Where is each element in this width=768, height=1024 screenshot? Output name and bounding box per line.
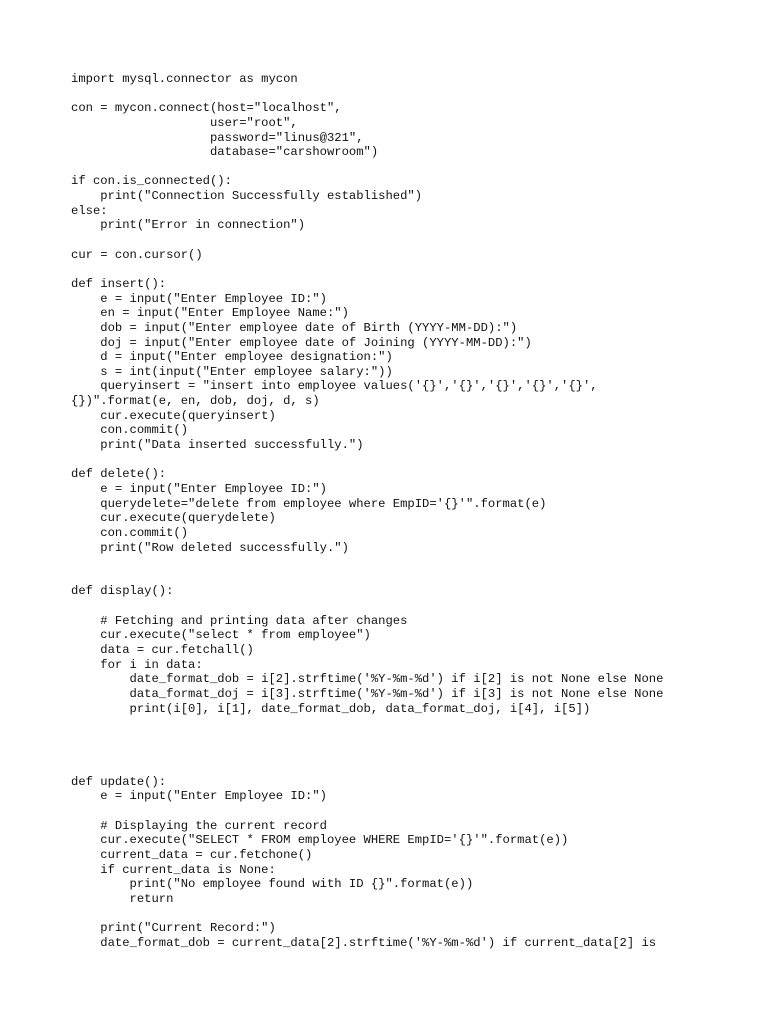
- code-line: current_data = cur.fetchone(): [71, 847, 313, 862]
- code-line: en = input("Enter Employee Name:"): [71, 306, 349, 321]
- code-line: [71, 731, 751, 746]
- code-line: [71, 570, 751, 585]
- code-line: if current_data is None:: [71, 862, 276, 877]
- code-line: con.commit(): [71, 423, 189, 438]
- code-line: cur.execute("select * from employee"): [71, 628, 371, 643]
- code-line: print("Error in connection"): [71, 218, 306, 233]
- code-line: cur.execute(queryinsert): [71, 408, 276, 423]
- code-line: querydelete="delete from employee where EmpID='{}'".format(e): [71, 496, 547, 511]
- code-line: e = input("Enter Employee ID:"): [71, 291, 327, 306]
- code-line: [71, 804, 751, 819]
- code-line: d = input("Enter employee designation:"): [71, 350, 393, 365]
- code-line: e = input("Enter Employee ID:"): [71, 789, 327, 804]
- code-line: date_format_dob = i[2].strftime('%Y-%m-%d') if i[2] is not None else None: [71, 672, 664, 687]
- code-line: database="carshowroom"): [71, 145, 379, 160]
- code-line: print("Data inserted successfully."): [71, 438, 364, 453]
- code-line: doj = input("Enter employee date of Joining (YYYY-MM-DD):"): [71, 335, 532, 350]
- code-line: dob = input("Enter employee date of Birth (YYYY-MM-DD):"): [71, 320, 518, 335]
- code-line: import mysql.connector as mycon: [71, 72, 298, 86]
- code-line: for i in data:: [71, 657, 203, 672]
- code-line: [71, 233, 751, 248]
- code-line: e = input("Enter Employee ID:"): [71, 481, 327, 496]
- code-line: [71, 745, 751, 760]
- code-line: [71, 453, 751, 468]
- code-line: print(i[0], i[1], date_format_dob, data_format_doj, i[4], i[5]): [71, 701, 591, 716]
- code-line: else:: [71, 203, 108, 218]
- code-line: return: [71, 891, 174, 906]
- code-line: [71, 599, 751, 614]
- code-line: def delete():: [71, 467, 167, 482]
- code-line: print("Connection Successfully established"): [71, 189, 423, 204]
- code-line: cur.execute("SELECT * FROM employee WHERE EmpID='{}'".format(e)): [71, 833, 569, 848]
- code-line: [71, 262, 751, 277]
- code-line: {})".format(e, en, dob, doj, d, s): [71, 394, 320, 409]
- code-line: data = cur.fetchall(): [71, 642, 254, 657]
- code-line: def update():: [71, 774, 167, 789]
- code-line: cur.execute(querydelete): [71, 511, 276, 526]
- code-line: s = int(input("Enter employee salary:")): [71, 364, 393, 379]
- code-listing: [71, 72, 751, 950]
- code-line: queryinsert = "insert into employee values('{}','{}','{}','{}','{}',: [71, 379, 598, 394]
- code-line: [71, 160, 751, 175]
- code-line: print("No employee found with ID {}".format(e)): [71, 877, 474, 892]
- code-line: [71, 907, 751, 922]
- code-line: [71, 87, 751, 102]
- code-line: data_format_doj = i[3].strftime('%Y-%m-%d') if i[3] is not None else None: [71, 686, 664, 701]
- code-line: date_format_dob = current_data[2].strftime('%Y-%m-%d') if current_data[2] is: [71, 935, 657, 950]
- code-line: [71, 760, 751, 775]
- code-line: con.commit(): [71, 525, 189, 540]
- code-line: user="root",: [71, 115, 298, 130]
- code-line: print("Current Record:"): [71, 921, 276, 936]
- code-line: password="linus@321",: [71, 130, 364, 145]
- code-line: cur = con.cursor(): [71, 247, 203, 262]
- code-line: [71, 555, 751, 570]
- code-line: # Fetching and printing data after changes: [71, 613, 408, 628]
- code-line: # Displaying the current record: [71, 818, 327, 833]
- code-line: def display():: [71, 584, 174, 599]
- code-line: if con.is_connected():: [71, 174, 232, 189]
- code-line: con = mycon.connect(host="localhost",: [71, 101, 342, 116]
- code-line: print("Row deleted successfully."): [71, 540, 349, 555]
- code-line: def insert():: [71, 276, 167, 291]
- code-line: [71, 716, 751, 731]
